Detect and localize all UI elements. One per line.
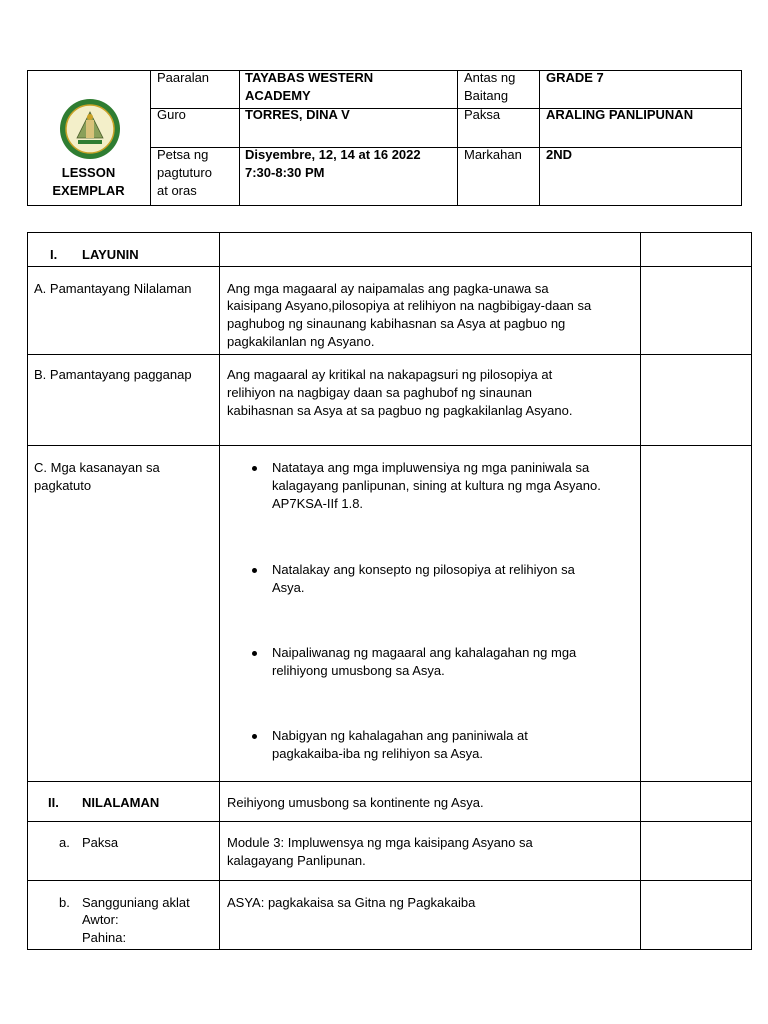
c-bullet-text: relihiyong umusbong sa Asya.	[272, 663, 445, 678]
school-value-line1: TAYABAS WESTERN	[245, 70, 374, 85]
a-text-line: pagkakilanlan ng Asyano.	[227, 334, 375, 349]
a-label: A. Pamantayang Nilalaman	[34, 281, 192, 296]
c-label-line1: C. Mga kasanayan sa	[34, 460, 160, 475]
paksa-letter: a.	[59, 835, 70, 850]
b-text-line: Ang magaaral ay kritikal na nakapagsuri ng pilosopiya at	[227, 367, 553, 382]
grade-value: GRADE 7	[546, 70, 604, 85]
section1-title: LAYUNIN	[82, 247, 139, 262]
c-bullet-text: kalagayang panlipunan, sining at kultura ng mga Asyano.	[272, 478, 601, 493]
school-seal-logo	[59, 98, 121, 160]
subject-label: Paksa	[464, 107, 501, 122]
b-text-line: relihiyon na nagbigay daan sa paghubof ng sinaunan	[227, 385, 533, 400]
school-value-line2: ACADEMY	[245, 88, 311, 103]
date-label-line2: pagtuturo	[157, 165, 212, 180]
c-bullet-text: Nabigyan ng kahalagahan ang paniniwala at	[272, 728, 528, 743]
paksa-text-line: kalagayang Panlipunan.	[227, 853, 366, 868]
lesson-exemplar-line1: LESSON	[61, 165, 116, 180]
c-bullet-text: Natalakay ang konsepto ng pilosopiya at relihiyon sa	[272, 562, 575, 577]
bullet-icon	[252, 651, 257, 656]
date-value-line1: Disyembre, 12, 14 at 16 2022	[245, 147, 421, 162]
bullet-icon	[252, 568, 257, 573]
section1-number: I.	[50, 247, 58, 262]
quarter-label: Markahan	[464, 147, 522, 162]
paksa-text-line: Module 3: Impluwensya ng mga kaisipang Asyano sa	[227, 835, 533, 850]
teacher-value: TORRES, DINA V	[245, 107, 350, 122]
subject-value: ARALING PANLIPUNAN	[546, 107, 694, 122]
reference-text: ASYA: pagkakaisa sa Gitna ng Pagkakaiba	[227, 895, 476, 910]
a-text-line: kaisipang Asyano,pilosopiya at relihiyon na nagbibigay-daan sa	[227, 298, 592, 313]
date-label-line1: Petsa ng	[157, 147, 209, 162]
reference-letter: b.	[59, 895, 70, 910]
author-label: Awtor:	[82, 912, 119, 927]
c-bullet-text: Asya.	[272, 580, 305, 595]
b-text-line: kabihasnan sa Asya at sa pagbuo ng pagkakilanlag Asyano.	[227, 403, 573, 418]
section2-title: NILALAMAN	[82, 795, 160, 810]
section2-text: Reihiyong umusbong sa kontinente ng Asya.	[227, 795, 484, 810]
a-text-line: Ang mga magaaral ay naipamalas ang pagka-unawa sa	[227, 281, 549, 296]
school-label: Paaralan	[157, 70, 210, 85]
lesson-exemplar-line2: EXEMPLAR	[52, 183, 125, 198]
paksa-label: Paksa	[82, 835, 119, 850]
c-bullet-text: AP7KSA-IIf 1.8.	[272, 496, 364, 511]
page-label: Pahina:	[82, 930, 127, 945]
c-bullet-text: Natataya ang mga impluwensiya ng mga paniniwala sa	[272, 460, 590, 475]
b-label: B. Pamantayang pagganap	[34, 367, 192, 382]
date-value-line2: 7:30-8:30 PM	[245, 165, 325, 180]
grade-label-line1: Antas ng	[464, 70, 516, 85]
reference-label: Sangguniang aklat	[82, 895, 190, 910]
c-bullet-text: Naipaliwanag ng magaaral ang kahalagahan ng mga	[272, 645, 577, 660]
section2-number: II.	[48, 795, 59, 810]
quarter-value: 2ND	[546, 147, 573, 162]
c-bullet-text: pagkakaiba-iba ng relihiyon sa Asya.	[272, 746, 484, 761]
c-label-line2: pagkatuto	[34, 478, 92, 493]
teacher-label: Guro	[157, 107, 186, 122]
date-label-line3: at oras	[157, 183, 197, 198]
bullet-icon	[252, 734, 257, 739]
a-text-line: paghubog ng sinaunang kabihasnan sa Asya at pagbuo ng	[227, 316, 566, 331]
grade-label-line2: Baitang	[464, 88, 509, 103]
bullet-icon	[252, 466, 257, 471]
